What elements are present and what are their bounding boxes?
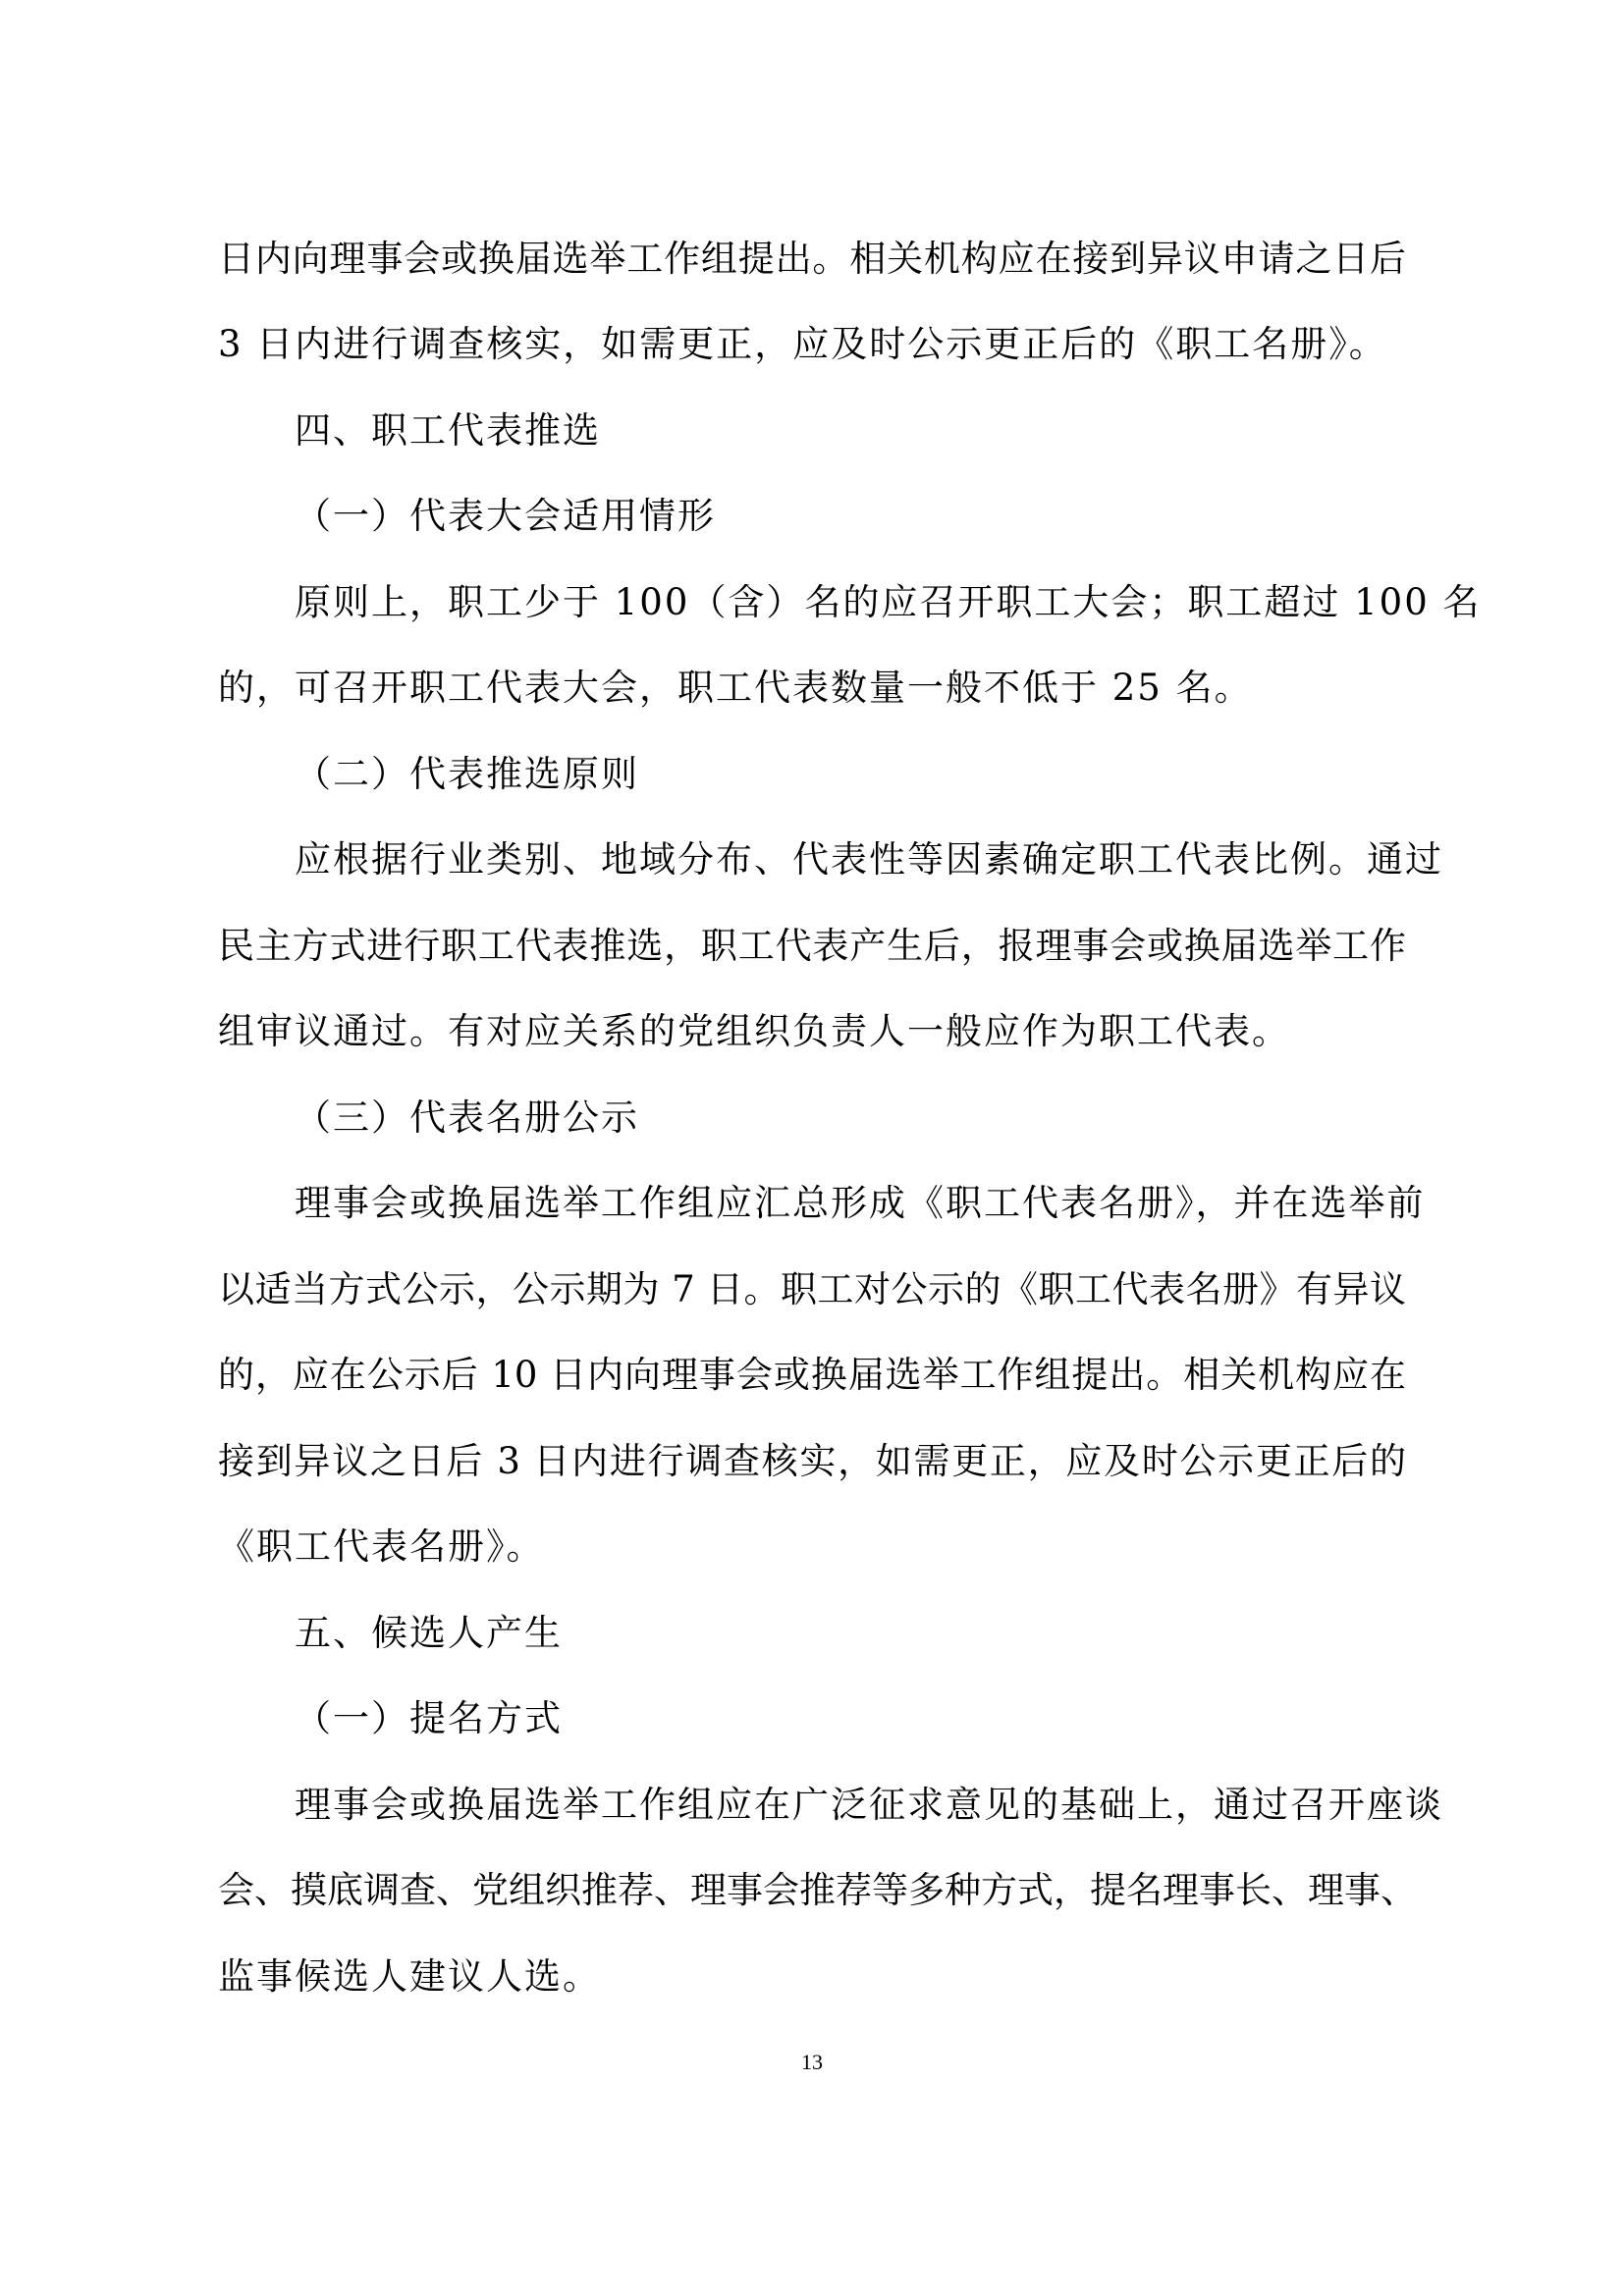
body-text-line: 原则上，职工少于 100（含）名的应召开职工大会；职工超过 100 名 — [295, 581, 1482, 623]
subsection-heading: （二）代表推选原则 — [295, 753, 639, 795]
section-heading: 五、候选人产生 — [295, 1612, 563, 1654]
body-text-line: 日内向理事会或换届选举工作组提出。相关机构应在接到异议申请之日后 — [218, 238, 1406, 280]
subsection-heading: （三）代表名册公示 — [295, 1096, 639, 1139]
body-text-line: 民主方式进行职工代表推选，职工代表产生后，报理事会或换届选举工作 — [218, 925, 1406, 967]
body-text-line: 的，可召开职工代表大会，职工代表数量一般不低于 25 名。 — [218, 667, 1253, 709]
body-text-line: 3 日内进行调查核实，如需更正，应及时公示更正后的《职工名册》。 — [218, 323, 1387, 365]
subsection-heading: （一）提名方式 — [295, 1697, 563, 1739]
subsection-heading: （一）代表大会适用情形 — [295, 495, 716, 537]
body-text-line: 应根据行业类别、地域分布、代表性等因素确定职工代表比例。通过 — [295, 838, 1443, 881]
body-text-line: 以适当方式公示，公示期为 7 日。职工对公示的《职工代表名册》有异议 — [218, 1268, 1406, 1310]
body-text-line: 的，应在公示后 10 日内向理事会或换届选举工作组提出。相关机构应在 — [218, 1354, 1406, 1396]
page-number: 13 — [801, 2050, 823, 2074]
body-text-line: 接到异议之日后 3 日内进行调查核实，如需更正，应及时公示更正后的 — [218, 1440, 1406, 1482]
body-text-line: 《职工代表名册》。 — [218, 1525, 545, 1568]
body-text-line: 监事候选人建议人选。 — [218, 1955, 601, 1998]
body-text-line: 会、摸底调查、党组织推荐、理事会推荐等多种方式，提名理事长、理事、 — [218, 1869, 1417, 1911]
body-text-line: 理事会或换届选举工作组应汇总形成《职工代表名册》，并在选举前 — [295, 1182, 1426, 1224]
section-heading: 四、职工代表推选 — [295, 409, 601, 452]
body-text-line: 理事会或换届选举工作组应在广泛征求意见的基础上，通过召开座谈 — [295, 1784, 1443, 1826]
body-text-line: 组审议通过。有对应关系的党组织负责人一般应作为职工代表。 — [218, 1010, 1290, 1052]
